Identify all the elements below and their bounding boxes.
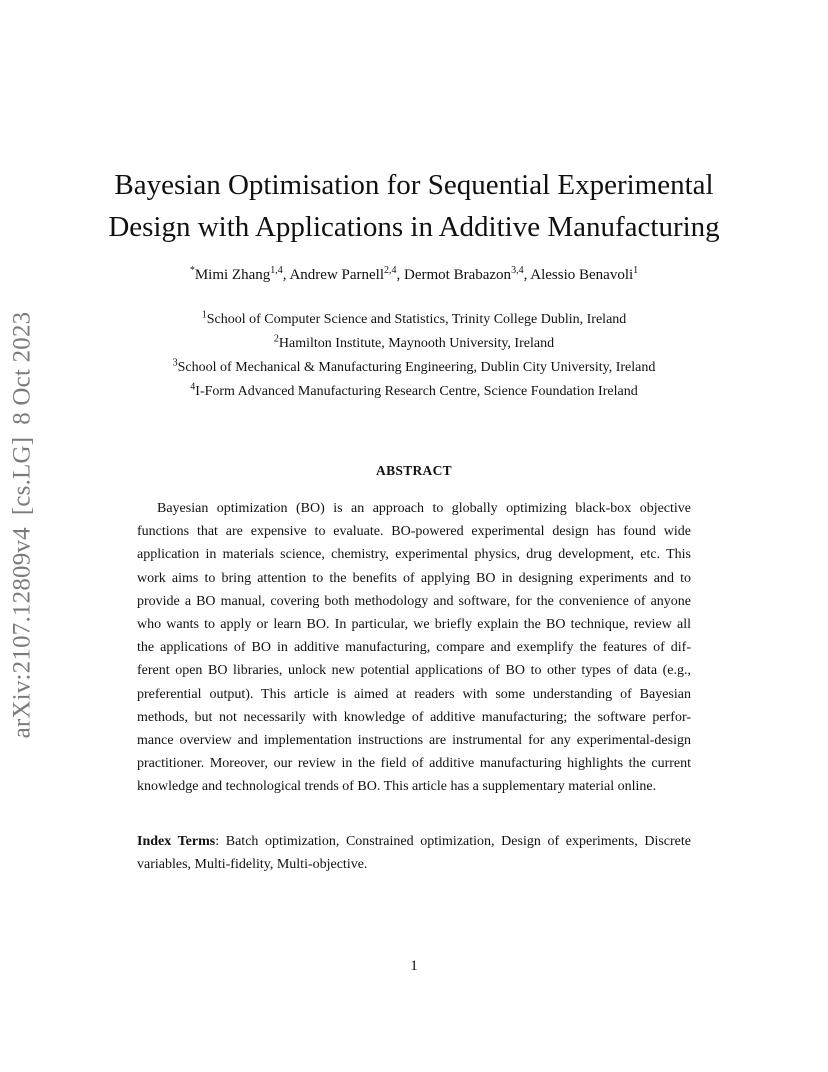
abstract-line: the applications of BO in additive manufacturing, compare and exemplify the features of dif- [137,640,691,656]
affiliation-list [0,308,828,404]
affiliation-text: School of Mechanical & Manufacturing Engineering, Dublin City University, Ireland [177,360,656,375]
abstract-body [137,497,691,798]
abstract-line: application in materials science, chemistry, experimental physics, drug development, etc. This [137,547,691,563]
author-separator: , [396,267,405,283]
abstract-line: provide a BO manual, covering both methodology and software, for the convenience of anyone [137,593,691,609]
paper-title-line-2: Design with Applications in Additive Manufacturing [108,211,720,243]
affiliation-item [0,308,828,332]
author-entry [530,267,638,283]
abstract-heading: ABSTRACT [376,463,452,478]
author-entry [404,267,530,283]
author-separator: , [282,267,290,283]
affiliation-text: I-Form Advanced Manufacturing Research Centre, Science Foundation Ireland [195,384,638,399]
abstract-line: who wants to apply or learn BO. In particular, we briefly explain the BO technique, review all [137,616,691,632]
author-name: Dermot Brabazon [404,267,512,283]
author-affiliation-mark: 3,4 [511,265,524,276]
index-terms-text: : Batch optimization, Constrained optimization, Design of experiments, Discrete [215,834,691,849]
author-name: Andrew Parnell [289,267,385,283]
abstract-line: work aims to bring attention to the benefits of applying BO in designing experiments and to [137,570,691,586]
affiliation-item [0,332,828,356]
abstract-line: preferential output). This article is aimed at readers with some understanding of Bayesian [137,686,691,702]
author-entry [289,267,404,283]
affiliation-text: Hamilton Institute, Maynooth University, Ireland [278,336,555,351]
affiliation-item [0,356,828,380]
index-terms [137,830,691,876]
abstract-line: knowledge and technological trends of BO. This article has a supplementary material online. [137,779,657,795]
author-list [0,266,828,284]
author-affiliation-mark: 1 [633,265,639,276]
abstract-line: methods, but not necessarily with knowledge of additive manufacturing; the software perfor- [137,709,691,725]
corresponding-author-mark: * [189,265,195,276]
arxiv-category: [cs.LG] [8,436,36,516]
abstract-line: ferent open BO libraries, unlock new potential applications of BO to other types of data (e.g., [137,663,691,679]
paper-title [0,164,828,248]
affiliation-number: 1 [201,309,207,321]
paper-title-line-1: Bayesian Optimisation for Sequential Experimental [114,169,714,201]
index-terms-line: variables, Multi-fidelity, Multi-objective. [137,857,368,873]
author-affiliation-mark: 1,4 [270,265,283,276]
arxiv-date: 8 Oct 2023 [8,311,36,425]
affiliation-number: 3 [172,357,178,369]
abstract-line: functions that are expensive to evaluate. BO-powered experimental design has found wide [137,524,691,540]
author-separator: , [523,267,531,283]
affiliation-number: 2 [273,333,279,345]
author-name: Mimi Zhang [194,267,271,283]
affiliation-number: 4 [190,381,196,393]
author-name: Alessio Benavoli [530,267,634,283]
abstract-line: Bayesian optimization (BO) is an approach to globally optimizing black-box objective [157,501,691,516]
index-terms-line [137,830,691,853]
index-terms-label: Index Terms [137,834,216,849]
author-entry [190,267,290,283]
author-affiliation-mark: 2,4 [384,265,397,276]
affiliation-text: School of Computer Science and Statistics, Trinity College Dublin, Ireland [206,312,627,327]
affiliation-item [0,380,828,404]
abstract-line: mance overview and implementation instructions are instrumental for any experimental-design [137,732,691,748]
arxiv-id: arXiv:2107.12809v4 [8,527,36,739]
page-number: 1 [410,958,418,974]
abstract-line: practitioner. Moreover, our review in the field of additive manufacturing highlights the current [137,756,691,772]
